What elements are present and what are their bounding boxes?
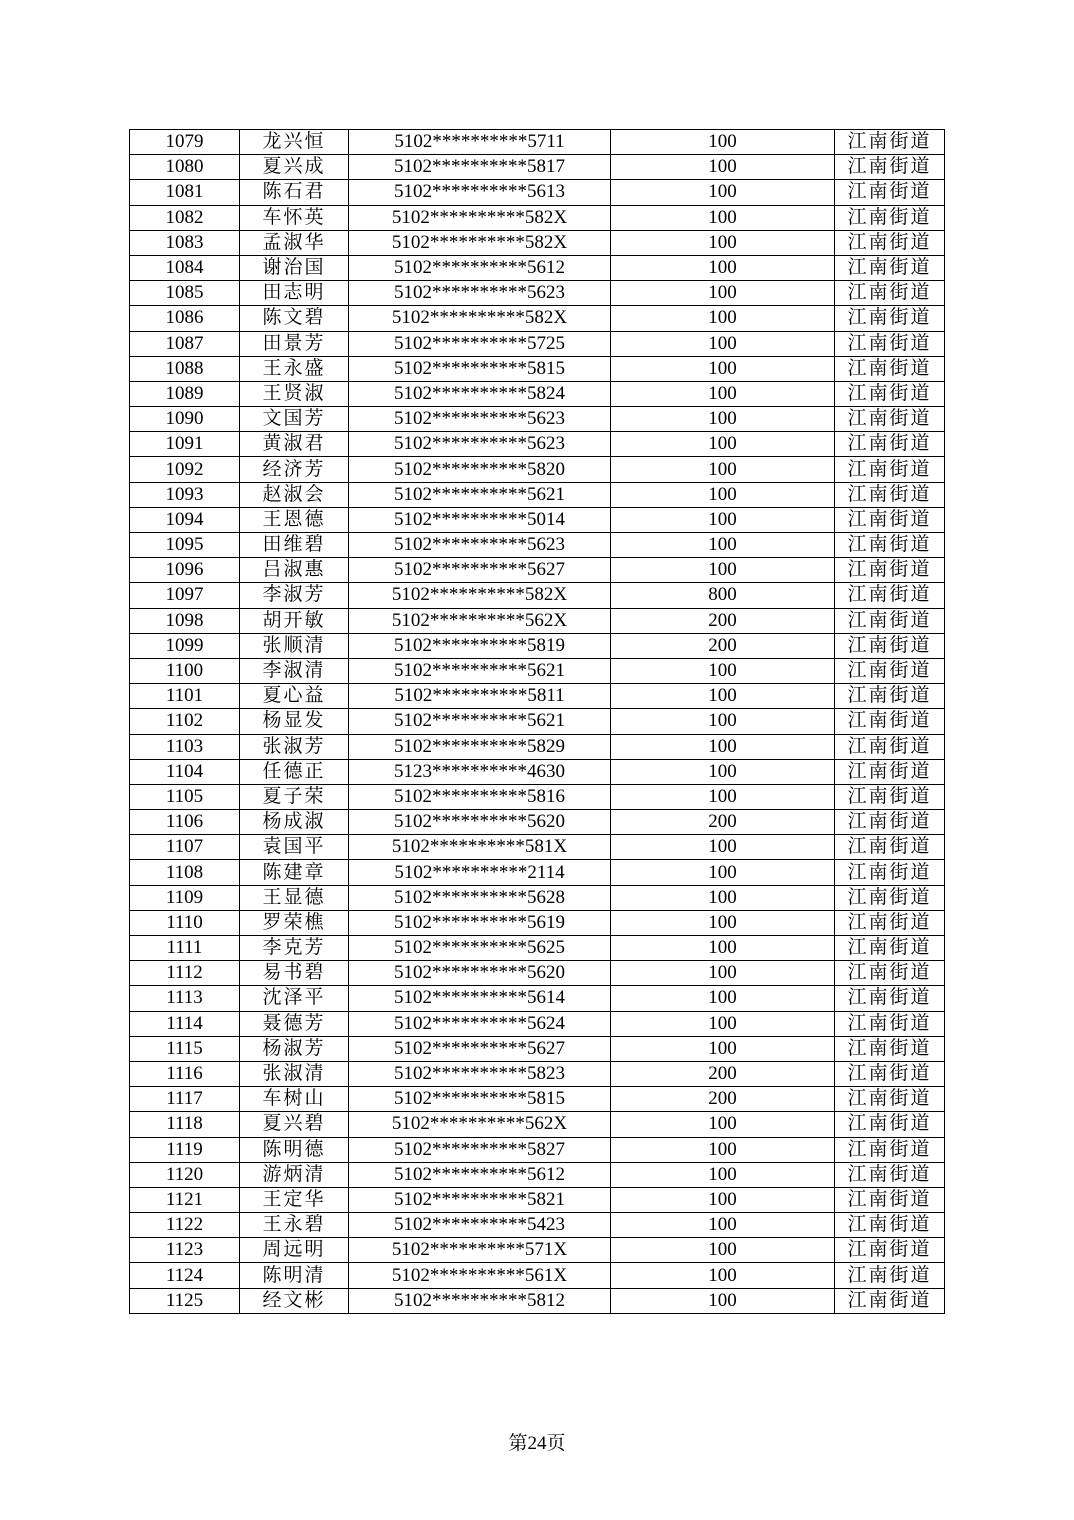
- cell-amount: 100: [611, 1112, 835, 1137]
- cell-amount: 100: [611, 1137, 835, 1162]
- cell-name: 张顺清: [240, 633, 349, 658]
- cell-street: 江南街道: [835, 1238, 945, 1263]
- cell-street: 江南街道: [835, 658, 945, 683]
- cell-name: 陈明清: [240, 1263, 349, 1288]
- table-row: [130, 885, 945, 910]
- cell-amount: 100: [611, 381, 835, 406]
- cell-amount: 100: [611, 255, 835, 280]
- cell-amount: 100: [611, 533, 835, 558]
- cell-serial-number: 1086: [130, 306, 240, 331]
- table-row: [130, 1263, 945, 1288]
- cell-id-number: 5102**********5821: [349, 1187, 611, 1212]
- cell-name: 任德正: [240, 759, 349, 784]
- cell-street: 江南街道: [835, 130, 945, 155]
- cell-street: 江南街道: [835, 255, 945, 280]
- cell-street: 江南街道: [835, 180, 945, 205]
- cell-id-number: 5102**********5423: [349, 1213, 611, 1238]
- cell-id-number: 5102**********5612: [349, 255, 611, 280]
- cell-serial-number: 1120: [130, 1162, 240, 1187]
- cell-amount: 100: [611, 961, 835, 986]
- cell-name: 陈文碧: [240, 306, 349, 331]
- cell-serial-number: 1088: [130, 356, 240, 381]
- table-row: [130, 860, 945, 885]
- cell-name: 车树山: [240, 1087, 349, 1112]
- cell-amount: 100: [611, 759, 835, 784]
- cell-name: 车怀英: [240, 205, 349, 230]
- cell-amount: 100: [611, 482, 835, 507]
- cell-id-number: 5102**********2114: [349, 860, 611, 885]
- cell-serial-number: 1116: [130, 1061, 240, 1086]
- cell-name: 王永盛: [240, 356, 349, 381]
- cell-street: 江南街道: [835, 1061, 945, 1086]
- cell-amount: 100: [611, 936, 835, 961]
- table-row: [130, 936, 945, 961]
- table-row: [130, 306, 945, 331]
- cell-serial-number: 1099: [130, 633, 240, 658]
- cell-serial-number: 1079: [130, 130, 240, 155]
- cell-street: 江南街道: [835, 1288, 945, 1313]
- cell-amount: 200: [611, 633, 835, 658]
- cell-street: 江南街道: [835, 306, 945, 331]
- table-row: [130, 709, 945, 734]
- table-row: [130, 1213, 945, 1238]
- cell-street: 江南街道: [835, 910, 945, 935]
- cell-serial-number: 1111: [130, 936, 240, 961]
- cell-street: 江南街道: [835, 1112, 945, 1137]
- cell-street: 江南街道: [835, 810, 945, 835]
- cell-serial-number: 1102: [130, 709, 240, 734]
- cell-street: 江南街道: [835, 507, 945, 532]
- cell-name: 王定华: [240, 1187, 349, 1212]
- cell-serial-number: 1092: [130, 457, 240, 482]
- table-row: [130, 482, 945, 507]
- cell-name: 王贤淑: [240, 381, 349, 406]
- cell-amount: 100: [611, 1187, 835, 1212]
- cell-amount: 100: [611, 684, 835, 709]
- cell-serial-number: 1083: [130, 230, 240, 255]
- cell-street: 江南街道: [835, 936, 945, 961]
- cell-name: 罗荣樵: [240, 910, 349, 935]
- cell-name: 张淑芳: [240, 734, 349, 759]
- cell-id-number: 5102**********5623: [349, 533, 611, 558]
- cell-id-number: 5102**********5827: [349, 1137, 611, 1162]
- cell-id-number: 5102**********5620: [349, 810, 611, 835]
- cell-name: 夏心益: [240, 684, 349, 709]
- cell-amount: 100: [611, 885, 835, 910]
- cell-name: 王显德: [240, 885, 349, 910]
- cell-id-number: 5102**********5627: [349, 558, 611, 583]
- cell-name: 李淑清: [240, 658, 349, 683]
- cell-id-number: 5102**********5815: [349, 356, 611, 381]
- cell-id-number: 5102**********5613: [349, 180, 611, 205]
- cell-serial-number: 1107: [130, 835, 240, 860]
- table-row: [130, 1087, 945, 1112]
- cell-name: 王恩德: [240, 507, 349, 532]
- table-row: [130, 1162, 945, 1187]
- cell-serial-number: 1117: [130, 1087, 240, 1112]
- cell-id-number: 5102**********5823: [349, 1061, 611, 1086]
- cell-serial-number: 1114: [130, 1011, 240, 1036]
- cell-serial-number: 1115: [130, 1036, 240, 1061]
- cell-id-number: 5102**********5612: [349, 1162, 611, 1187]
- cell-amount: 100: [611, 1011, 835, 1036]
- cell-id-number: 5102**********5625: [349, 936, 611, 961]
- page-number: 第24页: [508, 1433, 566, 1454]
- cell-serial-number: 1096: [130, 558, 240, 583]
- table-row: [130, 1238, 945, 1263]
- cell-serial-number: 1082: [130, 205, 240, 230]
- cell-name: 杨成淑: [240, 810, 349, 835]
- cell-name: 李克芳: [240, 936, 349, 961]
- table-row: [130, 608, 945, 633]
- cell-street: 江南街道: [835, 961, 945, 986]
- table-row: [130, 255, 945, 280]
- cell-amount: 100: [611, 432, 835, 457]
- cell-name: 杨淑芳: [240, 1036, 349, 1061]
- cell-serial-number: 1106: [130, 810, 240, 835]
- table-row: [130, 1137, 945, 1162]
- table-row: [130, 759, 945, 784]
- cell-id-number: 5102**********5624: [349, 1011, 611, 1036]
- cell-serial-number: 1110: [130, 910, 240, 935]
- cell-street: 江南街道: [835, 759, 945, 784]
- cell-serial-number: 1118: [130, 1112, 240, 1137]
- cell-id-number: 5102**********5623: [349, 281, 611, 306]
- cell-name: 黄淑君: [240, 432, 349, 457]
- cell-serial-number: 1105: [130, 784, 240, 809]
- cell-street: 江南街道: [835, 1187, 945, 1212]
- cell-street: 江南街道: [835, 381, 945, 406]
- cell-name: 王永碧: [240, 1213, 349, 1238]
- cell-name: 夏子荣: [240, 784, 349, 809]
- table-row: [130, 205, 945, 230]
- cell-amount: 100: [611, 1036, 835, 1061]
- cell-street: 江南街道: [835, 558, 945, 583]
- cell-street: 江南街道: [835, 155, 945, 180]
- cell-id-number: 5102**********5815: [349, 1087, 611, 1112]
- cell-amount: 100: [611, 835, 835, 860]
- table-row: [130, 381, 945, 406]
- cell-amount: 100: [611, 1213, 835, 1238]
- cell-amount: 100: [611, 306, 835, 331]
- cell-amount: 100: [611, 281, 835, 306]
- table-row: [130, 583, 945, 608]
- cell-amount: 100: [611, 860, 835, 885]
- cell-name: 龙兴恒: [240, 130, 349, 155]
- table-row: [130, 986, 945, 1011]
- cell-amount: 100: [611, 734, 835, 759]
- table-row: [130, 180, 945, 205]
- cell-serial-number: 1087: [130, 331, 240, 356]
- cell-serial-number: 1109: [130, 885, 240, 910]
- cell-street: 江南街道: [835, 205, 945, 230]
- cell-name: 李淑芳: [240, 583, 349, 608]
- cell-id-number: 5102**********5623: [349, 407, 611, 432]
- table-row: [130, 507, 945, 532]
- table-row: [130, 1036, 945, 1061]
- cell-name: 张淑清: [240, 1061, 349, 1086]
- cell-amount: 100: [611, 130, 835, 155]
- cell-id-number: 5102**********5627: [349, 1036, 611, 1061]
- cell-id-number: 5102**********5621: [349, 482, 611, 507]
- cell-id-number: 5102**********5819: [349, 633, 611, 658]
- cell-street: 江南街道: [835, 1263, 945, 1288]
- cell-id-number: 5102**********5824: [349, 381, 611, 406]
- cell-amount: 100: [611, 230, 835, 255]
- cell-amount: 100: [611, 658, 835, 683]
- cell-name: 胡开敏: [240, 608, 349, 633]
- cell-street: 江南街道: [835, 986, 945, 1011]
- table-row: [130, 1061, 945, 1086]
- cell-id-number: 5102**********5614: [349, 986, 611, 1011]
- cell-amount: 200: [611, 1087, 835, 1112]
- table-row: [130, 810, 945, 835]
- cell-name: 易书碧: [240, 961, 349, 986]
- cell-id-number: 5102**********5623: [349, 432, 611, 457]
- cell-amount: 100: [611, 784, 835, 809]
- table-row: [130, 633, 945, 658]
- cell-serial-number: 1089: [130, 381, 240, 406]
- table-row: [130, 558, 945, 583]
- cell-name: 聂德芳: [240, 1011, 349, 1036]
- cell-serial-number: 1108: [130, 860, 240, 885]
- cell-name: 吕淑惠: [240, 558, 349, 583]
- cell-street: 江南街道: [835, 633, 945, 658]
- cell-street: 江南街道: [835, 1087, 945, 1112]
- cell-serial-number: 1112: [130, 961, 240, 986]
- cell-amount: 800: [611, 583, 835, 608]
- cell-street: 江南街道: [835, 407, 945, 432]
- table-row: [130, 230, 945, 255]
- cell-id-number: 5102**********5816: [349, 784, 611, 809]
- cell-serial-number: 1113: [130, 986, 240, 1011]
- cell-name: 游炳清: [240, 1162, 349, 1187]
- cell-amount: 100: [611, 507, 835, 532]
- cell-id-number: 5102**********562X: [349, 1112, 611, 1137]
- cell-id-number: 5102**********5621: [349, 709, 611, 734]
- cell-amount: 100: [611, 910, 835, 935]
- cell-amount: 100: [611, 1288, 835, 1313]
- table-row: [130, 784, 945, 809]
- table-row: [130, 734, 945, 759]
- cell-id-number: 5102**********5014: [349, 507, 611, 532]
- roster-table-body: [130, 130, 945, 1314]
- cell-amount: 100: [611, 1162, 835, 1187]
- table-row: [130, 1011, 945, 1036]
- cell-amount: 100: [611, 986, 835, 1011]
- cell-name: 陈明德: [240, 1137, 349, 1162]
- table-row: [130, 910, 945, 935]
- table-row: [130, 432, 945, 457]
- cell-serial-number: 1103: [130, 734, 240, 759]
- cell-name: 陈石君: [240, 180, 349, 205]
- cell-id-number: 5102**********5820: [349, 457, 611, 482]
- cell-amount: 200: [611, 608, 835, 633]
- cell-id-number: 5123**********4630: [349, 759, 611, 784]
- cell-id-number: 5102**********5817: [349, 155, 611, 180]
- cell-amount: 100: [611, 457, 835, 482]
- cell-id-number: 5102**********5811: [349, 684, 611, 709]
- cell-id-number: 5102**********5829: [349, 734, 611, 759]
- cell-street: 江南街道: [835, 331, 945, 356]
- cell-serial-number: 1095: [130, 533, 240, 558]
- cell-name: 杨显发: [240, 709, 349, 734]
- table-row: [130, 533, 945, 558]
- cell-name: 经济芳: [240, 457, 349, 482]
- cell-name: 经文彬: [240, 1288, 349, 1313]
- cell-id-number: 5102**********582X: [349, 306, 611, 331]
- cell-serial-number: 1093: [130, 482, 240, 507]
- cell-name: 孟淑华: [240, 230, 349, 255]
- cell-amount: 100: [611, 1238, 835, 1263]
- table-row: [130, 658, 945, 683]
- cell-id-number: 5102**********5628: [349, 885, 611, 910]
- cell-street: 江南街道: [835, 482, 945, 507]
- cell-street: 江南街道: [835, 734, 945, 759]
- cell-street: 江南街道: [835, 1011, 945, 1036]
- cell-name: 夏兴碧: [240, 1112, 349, 1137]
- cell-street: 江南街道: [835, 684, 945, 709]
- cell-street: 江南街道: [835, 709, 945, 734]
- cell-name: 袁国平: [240, 835, 349, 860]
- table-row: [130, 684, 945, 709]
- cell-amount: 100: [611, 205, 835, 230]
- cell-serial-number: 1094: [130, 507, 240, 532]
- cell-amount: 100: [611, 356, 835, 381]
- cell-serial-number: 1098: [130, 608, 240, 633]
- cell-id-number: 5102**********5812: [349, 1288, 611, 1313]
- cell-street: 江南街道: [835, 1137, 945, 1162]
- cell-id-number: 5102**********5620: [349, 961, 611, 986]
- cell-amount: 100: [611, 331, 835, 356]
- cell-street: 江南街道: [835, 1162, 945, 1187]
- cell-serial-number: 1122: [130, 1213, 240, 1238]
- cell-serial-number: 1090: [130, 407, 240, 432]
- table-row: [130, 457, 945, 482]
- cell-serial-number: 1091: [130, 432, 240, 457]
- cell-id-number: 5102**********581X: [349, 835, 611, 860]
- cell-id-number: 5102**********582X: [349, 205, 611, 230]
- cell-name: 文国芳: [240, 407, 349, 432]
- cell-id-number: 5102**********5619: [349, 910, 611, 935]
- cell-street: 江南街道: [835, 835, 945, 860]
- table-row: [130, 281, 945, 306]
- cell-serial-number: 1123: [130, 1238, 240, 1263]
- cell-name: 周远明: [240, 1238, 349, 1263]
- cell-id-number: 5102**********571X: [349, 1238, 611, 1263]
- table-row: [130, 331, 945, 356]
- cell-id-number: 5102**********561X: [349, 1263, 611, 1288]
- cell-serial-number: 1104: [130, 759, 240, 784]
- cell-amount: 200: [611, 1061, 835, 1086]
- cell-street: 江南街道: [835, 885, 945, 910]
- table-row: [130, 407, 945, 432]
- table-row: [130, 130, 945, 155]
- cell-street: 江南街道: [835, 583, 945, 608]
- roster-table: [129, 129, 945, 1314]
- cell-serial-number: 1100: [130, 658, 240, 683]
- cell-id-number: 5102**********582X: [349, 583, 611, 608]
- cell-street: 江南街道: [835, 860, 945, 885]
- cell-street: 江南街道: [835, 356, 945, 381]
- cell-amount: 100: [611, 1263, 835, 1288]
- cell-id-number: 5102**********5711: [349, 130, 611, 155]
- cell-name: 沈泽平: [240, 986, 349, 1011]
- cell-serial-number: 1125: [130, 1288, 240, 1313]
- table-row: [130, 155, 945, 180]
- cell-serial-number: 1085: [130, 281, 240, 306]
- cell-serial-number: 1080: [130, 155, 240, 180]
- cell-amount: 200: [611, 810, 835, 835]
- cell-serial-number: 1084: [130, 255, 240, 280]
- cell-street: 江南街道: [835, 457, 945, 482]
- cell-amount: 100: [611, 407, 835, 432]
- cell-amount: 100: [611, 180, 835, 205]
- cell-id-number: 5102**********5725: [349, 331, 611, 356]
- cell-amount: 100: [611, 558, 835, 583]
- cell-serial-number: 1081: [130, 180, 240, 205]
- cell-street: 江南街道: [835, 1213, 945, 1238]
- cell-serial-number: 1101: [130, 684, 240, 709]
- cell-amount: 100: [611, 709, 835, 734]
- cell-name: 谢治国: [240, 255, 349, 280]
- table-row: [130, 356, 945, 381]
- table-row: [130, 1187, 945, 1212]
- table-row: [130, 1112, 945, 1137]
- cell-street: 江南街道: [835, 432, 945, 457]
- table-row: [130, 1288, 945, 1313]
- table-row: [130, 835, 945, 860]
- cell-id-number: 5102**********582X: [349, 230, 611, 255]
- cell-name: 田维碧: [240, 533, 349, 558]
- cell-name: 赵淑会: [240, 482, 349, 507]
- cell-street: 江南街道: [835, 608, 945, 633]
- cell-street: 江南街道: [835, 784, 945, 809]
- cell-serial-number: 1119: [130, 1137, 240, 1162]
- cell-id-number: 5102**********5621: [349, 658, 611, 683]
- cell-amount: 100: [611, 155, 835, 180]
- cell-name: 田景芳: [240, 331, 349, 356]
- cell-street: 江南街道: [835, 281, 945, 306]
- cell-serial-number: 1097: [130, 583, 240, 608]
- cell-serial-number: 1121: [130, 1187, 240, 1212]
- table-row: [130, 961, 945, 986]
- cell-street: 江南街道: [835, 533, 945, 558]
- cell-street: 江南街道: [835, 1036, 945, 1061]
- cell-name: 夏兴成: [240, 155, 349, 180]
- cell-name: 田志明: [240, 281, 349, 306]
- cell-id-number: 5102**********562X: [349, 608, 611, 633]
- cell-street: 江南街道: [835, 230, 945, 255]
- cell-name: 陈建章: [240, 860, 349, 885]
- cell-serial-number: 1124: [130, 1263, 240, 1288]
